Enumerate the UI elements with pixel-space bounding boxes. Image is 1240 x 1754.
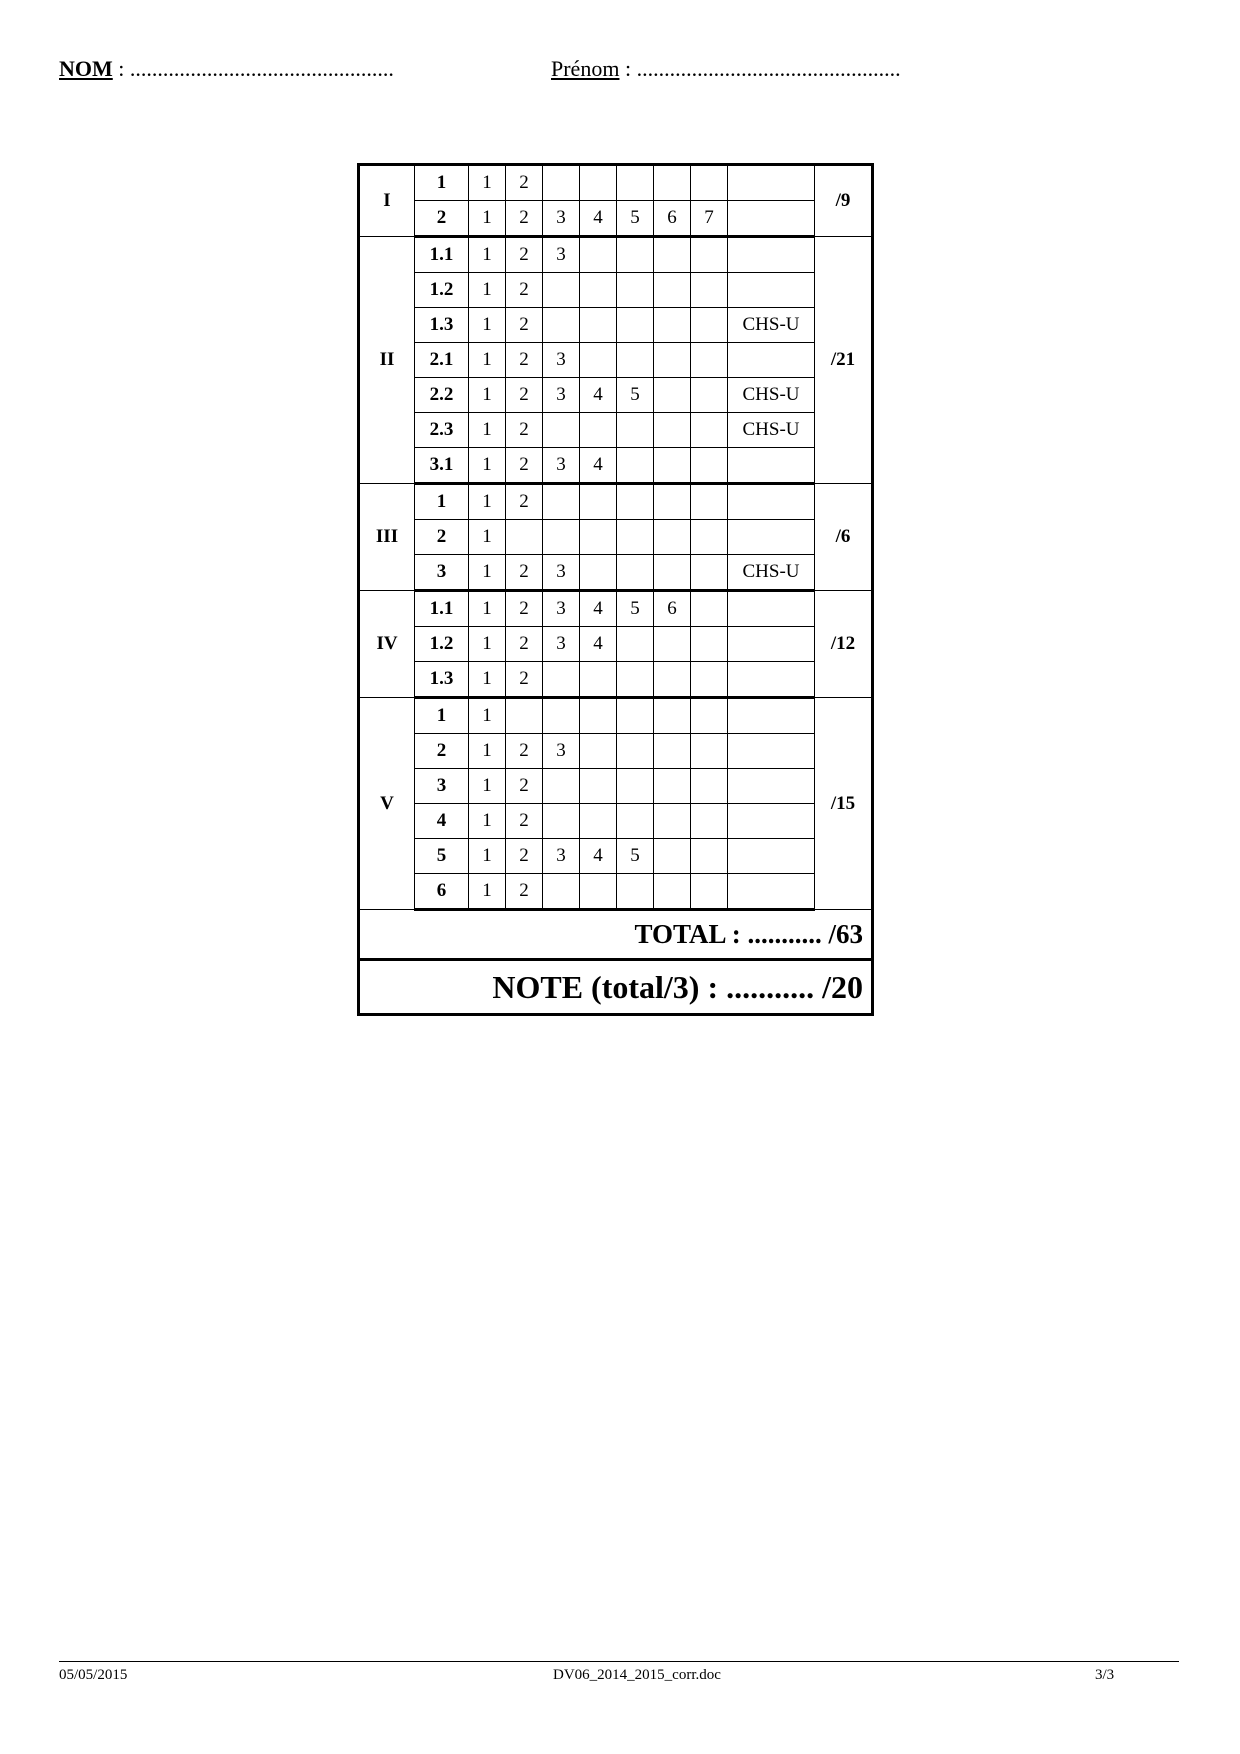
criterion-cell: 1: [469, 448, 506, 484]
criterion-cell: [543, 308, 580, 343]
question-number: 6: [415, 874, 469, 910]
remark-cell: [728, 343, 815, 378]
criterion-cell: 6: [654, 201, 691, 237]
question-number: 3.1: [415, 448, 469, 484]
criterion-cell: 5: [617, 378, 654, 413]
question-row: [359, 308, 873, 343]
criterion-cell: 2: [506, 839, 543, 874]
remark-cell: CHS-U: [728, 413, 815, 448]
footer-filename: DV06_2014_2015_corr.doc: [553, 1667, 721, 1683]
criterion-cell: 3: [543, 627, 580, 662]
question-number: 1.2: [415, 627, 469, 662]
criterion-cell: 1: [469, 237, 506, 273]
section-label: IV: [359, 591, 415, 698]
criterion-cell: [691, 734, 728, 769]
question-row: [359, 237, 873, 273]
criterion-cell: [691, 874, 728, 910]
question-number: 1.2: [415, 273, 469, 308]
criterion-cell: [617, 413, 654, 448]
remark-cell: CHS-U: [728, 555, 815, 591]
criterion-cell: [617, 627, 654, 662]
section-label: II: [359, 237, 415, 484]
criterion-cell: 3: [543, 734, 580, 769]
note-row: [359, 960, 873, 1015]
criterion-cell: [654, 484, 691, 520]
criterion-cell: 2: [506, 343, 543, 378]
question-row: [359, 378, 873, 413]
criterion-cell: 1: [469, 308, 506, 343]
criterion-cell: 5: [617, 201, 654, 237]
criterion-cell: [691, 804, 728, 839]
criterion-cell: [580, 273, 617, 308]
criterion-cell: 4: [580, 627, 617, 662]
criterion-cell: [617, 804, 654, 839]
footer-page-number: 3/3: [1095, 1667, 1115, 1683]
criterion-cell: [654, 378, 691, 413]
criterion-cell: [617, 448, 654, 484]
remark-cell: CHS-U: [728, 378, 815, 413]
criterion-cell: [543, 165, 580, 201]
section-points: /21: [815, 237, 873, 484]
question-number: 1.1: [415, 237, 469, 273]
remark-cell: [728, 201, 815, 237]
criterion-cell: 1: [469, 555, 506, 591]
criterion-cell: [654, 413, 691, 448]
criterion-cell: 2: [506, 662, 543, 698]
criterion-cell: 3: [543, 378, 580, 413]
criterion-cell: [617, 273, 654, 308]
criterion-cell: [691, 308, 728, 343]
criterion-cell: [543, 662, 580, 698]
grading-table: [357, 163, 874, 1016]
criterion-cell: [543, 413, 580, 448]
criterion-cell: [654, 555, 691, 591]
criterion-cell: [543, 520, 580, 555]
question-number: 1.3: [415, 662, 469, 698]
remark-cell: [728, 804, 815, 839]
criterion-cell: 1: [469, 273, 506, 308]
criterion-cell: [506, 698, 543, 734]
criterion-cell: [543, 804, 580, 839]
section-points: /15: [815, 698, 873, 910]
section-label: V: [359, 698, 415, 910]
question-row: [359, 627, 873, 662]
criterion-cell: 1: [469, 804, 506, 839]
question-number: 1.3: [415, 308, 469, 343]
criterion-cell: 2: [506, 308, 543, 343]
total-row: [359, 910, 873, 960]
criterion-cell: [654, 308, 691, 343]
criterion-cell: [580, 413, 617, 448]
section-label: III: [359, 484, 415, 591]
nom-label: NOM: [59, 56, 113, 81]
criterion-cell: 1: [469, 165, 506, 201]
criterion-cell: 1: [469, 839, 506, 874]
criterion-cell: 2: [506, 165, 543, 201]
criterion-cell: [691, 662, 728, 698]
criterion-cell: [543, 698, 580, 734]
remark-cell: [728, 662, 815, 698]
prenom-blank: : ................................................: [619, 56, 901, 81]
question-row: [359, 343, 873, 378]
criterion-cell: [691, 520, 728, 555]
criterion-cell: [617, 698, 654, 734]
criterion-cell: 1: [469, 591, 506, 627]
question-row: [359, 555, 873, 591]
criterion-cell: 1: [469, 343, 506, 378]
criterion-cell: [617, 874, 654, 910]
criterion-cell: 2: [506, 413, 543, 448]
question-number: 2: [415, 734, 469, 769]
question-row: [359, 520, 873, 555]
criterion-cell: 6: [654, 591, 691, 627]
criterion-cell: 1: [469, 769, 506, 804]
question-row: [359, 662, 873, 698]
criterion-cell: 3: [543, 448, 580, 484]
criterion-cell: 7: [691, 201, 728, 237]
prenom-field: [551, 56, 901, 82]
question-number: 5: [415, 839, 469, 874]
criterion-cell: [654, 662, 691, 698]
criterion-cell: 1: [469, 484, 506, 520]
question-number: 2: [415, 520, 469, 555]
question-number: 2.1: [415, 343, 469, 378]
criterion-cell: [580, 662, 617, 698]
question-number: 1: [415, 698, 469, 734]
footer-date: 05/05/2015: [59, 1667, 128, 1683]
criterion-cell: 3: [543, 839, 580, 874]
criterion-cell: [654, 448, 691, 484]
criterion-cell: 1: [469, 378, 506, 413]
question-number: 3: [415, 769, 469, 804]
criterion-cell: [580, 343, 617, 378]
criterion-cell: 2: [506, 555, 543, 591]
criterion-cell: [617, 662, 654, 698]
question-row: [359, 804, 873, 839]
criterion-cell: [580, 804, 617, 839]
criterion-cell: 2: [506, 591, 543, 627]
criterion-cell: [654, 804, 691, 839]
criterion-cell: [543, 484, 580, 520]
criterion-cell: [654, 165, 691, 201]
criterion-cell: [617, 484, 654, 520]
final-grade: NOTE (total/3) : ........... /20: [359, 960, 873, 1015]
student-header: [59, 56, 1179, 88]
criterion-cell: 5: [617, 591, 654, 627]
remark-cell: [728, 734, 815, 769]
criterion-cell: [580, 769, 617, 804]
remark-cell: [728, 874, 815, 910]
criterion-cell: 1: [469, 413, 506, 448]
criterion-cell: 1: [469, 627, 506, 662]
section-points: /12: [815, 591, 873, 698]
criterion-cell: 1: [469, 201, 506, 237]
criterion-cell: [691, 555, 728, 591]
criterion-cell: [654, 237, 691, 273]
criterion-cell: [617, 343, 654, 378]
criterion-cell: 2: [506, 804, 543, 839]
remark-cell: [728, 165, 815, 201]
criterion-cell: 4: [580, 378, 617, 413]
remark-cell: [728, 237, 815, 273]
question-row: [359, 591, 873, 627]
criterion-cell: [617, 165, 654, 201]
question-number: 4: [415, 804, 469, 839]
criterion-cell: [617, 520, 654, 555]
criterion-cell: [580, 308, 617, 343]
criterion-cell: [580, 555, 617, 591]
criterion-cell: [580, 874, 617, 910]
criterion-cell: 1: [469, 734, 506, 769]
criterion-cell: 3: [543, 237, 580, 273]
criterion-cell: [654, 734, 691, 769]
prenom-label: Prénom: [551, 56, 620, 81]
criterion-cell: [617, 308, 654, 343]
question-number: 1: [415, 484, 469, 520]
criterion-cell: 2: [506, 378, 543, 413]
criterion-cell: [654, 343, 691, 378]
question-row: [359, 698, 873, 734]
question-number: 1: [415, 165, 469, 201]
nom-blank: : ................................................: [112, 56, 394, 81]
criterion-cell: 4: [580, 591, 617, 627]
criterion-cell: 4: [580, 839, 617, 874]
section-points: /9: [815, 165, 873, 237]
criterion-cell: 4: [580, 448, 617, 484]
question-number: 2.2: [415, 378, 469, 413]
criterion-cell: 2: [506, 769, 543, 804]
remark-cell: [728, 448, 815, 484]
question-number: 2: [415, 201, 469, 237]
criterion-cell: [543, 769, 580, 804]
criterion-cell: 2: [506, 627, 543, 662]
criterion-cell: [691, 273, 728, 308]
remark-cell: [728, 769, 815, 804]
criterion-cell: [617, 555, 654, 591]
remark-cell: [728, 591, 815, 627]
question-row: [359, 839, 873, 874]
criterion-cell: [617, 237, 654, 273]
criterion-cell: [580, 165, 617, 201]
section-points: /6: [815, 484, 873, 591]
criterion-cell: [580, 734, 617, 769]
criterion-cell: 1: [469, 520, 506, 555]
criterion-cell: [506, 520, 543, 555]
criterion-cell: [691, 165, 728, 201]
criterion-cell: 1: [469, 698, 506, 734]
criterion-cell: [691, 698, 728, 734]
criterion-cell: [580, 237, 617, 273]
criterion-cell: [654, 627, 691, 662]
criterion-cell: 3: [543, 555, 580, 591]
question-number: 1.1: [415, 591, 469, 627]
criterion-cell: 3: [543, 201, 580, 237]
remark-cell: [728, 698, 815, 734]
question-row: [359, 165, 873, 201]
criterion-cell: [654, 273, 691, 308]
criterion-cell: [654, 769, 691, 804]
criterion-cell: 2: [506, 273, 543, 308]
remark-cell: CHS-U: [728, 308, 815, 343]
criterion-cell: 2: [506, 237, 543, 273]
criterion-cell: [691, 839, 728, 874]
criterion-cell: [654, 698, 691, 734]
criterion-cell: [654, 839, 691, 874]
criterion-cell: [691, 769, 728, 804]
remark-cell: [728, 273, 815, 308]
criterion-cell: [580, 520, 617, 555]
criterion-cell: [691, 448, 728, 484]
criterion-cell: [691, 343, 728, 378]
criterion-cell: 2: [506, 734, 543, 769]
criterion-cell: 2: [506, 484, 543, 520]
criterion-cell: [543, 273, 580, 308]
criterion-cell: [691, 627, 728, 662]
criterion-cell: [654, 874, 691, 910]
remark-cell: [728, 627, 815, 662]
criterion-cell: 2: [506, 201, 543, 237]
question-row: [359, 273, 873, 308]
criterion-cell: [691, 413, 728, 448]
question-number: 2.3: [415, 413, 469, 448]
criterion-cell: [617, 769, 654, 804]
criterion-cell: [691, 484, 728, 520]
nom-field: [59, 56, 394, 82]
question-row: [359, 734, 873, 769]
criterion-cell: 3: [543, 343, 580, 378]
criterion-cell: [654, 520, 691, 555]
total-score: TOTAL : ........... /63: [359, 910, 873, 960]
question-row: [359, 448, 873, 484]
remark-cell: [728, 520, 815, 555]
question-row: [359, 769, 873, 804]
remark-cell: [728, 484, 815, 520]
question-row: [359, 413, 873, 448]
section-label: I: [359, 165, 415, 237]
criterion-cell: [617, 734, 654, 769]
criterion-cell: [691, 591, 728, 627]
criterion-cell: [543, 874, 580, 910]
question-row: [359, 201, 873, 237]
criterion-cell: 2: [506, 874, 543, 910]
criterion-cell: 3: [543, 591, 580, 627]
criterion-cell: 2: [506, 448, 543, 484]
criterion-cell: 4: [580, 201, 617, 237]
criterion-cell: [580, 484, 617, 520]
criterion-cell: 1: [469, 662, 506, 698]
question-row: [359, 484, 873, 520]
criterion-cell: 1: [469, 874, 506, 910]
criterion-cell: [691, 378, 728, 413]
criterion-cell: [691, 237, 728, 273]
question-row: [359, 874, 873, 910]
footer-divider: [59, 1661, 1179, 1662]
remark-cell: [728, 839, 815, 874]
question-number: 3: [415, 555, 469, 591]
criterion-cell: [580, 698, 617, 734]
criterion-cell: 5: [617, 839, 654, 874]
